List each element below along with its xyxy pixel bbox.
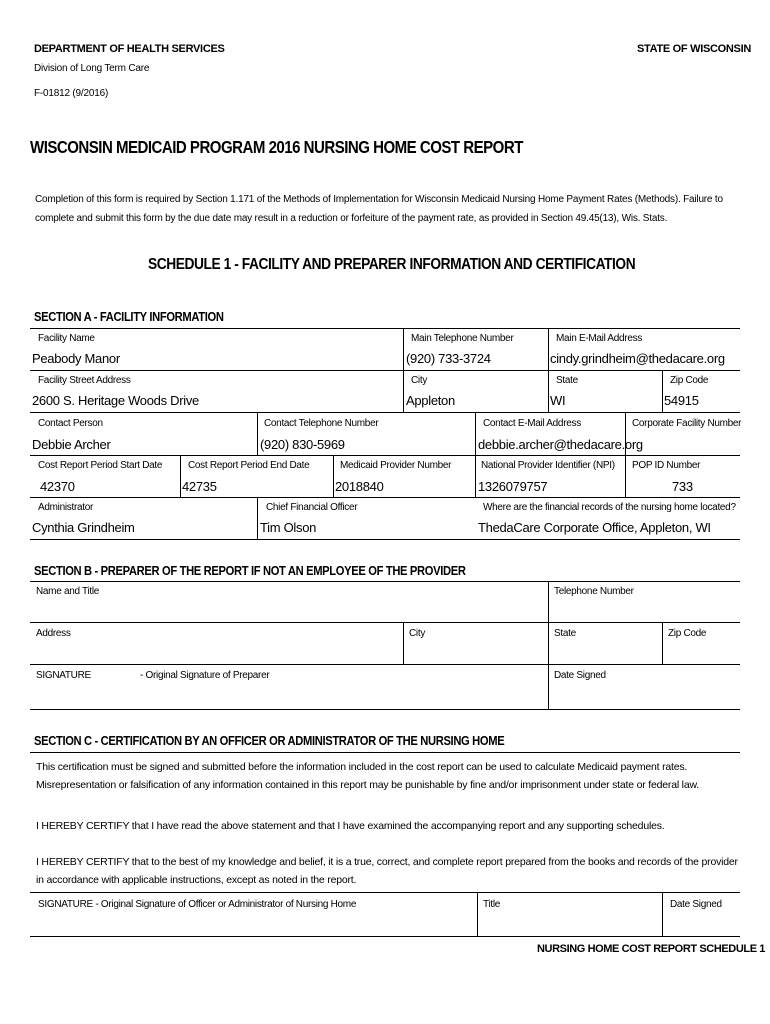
medicaid-provider-field[interactable]: 2018840	[335, 479, 384, 494]
preparer-signature-note: - Original Signature of Preparer	[140, 670, 270, 681]
contact-phone-field[interactable]: (920) 830-5969	[260, 437, 345, 452]
corporate-facility-label: Corporate Facility Number	[632, 418, 742, 429]
contact-person-field[interactable]: Debbie Archer	[32, 437, 111, 452]
street-field[interactable]: 2600 S. Heritage Woods Drive	[32, 393, 199, 408]
section-a-title: SECTION A - FACILITY INFORMATION	[34, 309, 224, 324]
section-c-title: SECTION C - CERTIFICATION BY AN OFFICER OR ADMINISTRATOR OF THE NURSING HOME	[34, 733, 505, 748]
preparer-zip-label: Zip Code	[668, 628, 707, 639]
department-name: DEPARTMENT OF HEALTH SERVICES	[34, 43, 225, 55]
section-c-rule	[30, 752, 740, 753]
contact-person-label: Contact Person	[38, 418, 103, 429]
main-phone-field[interactable]: (920) 733-3724	[406, 351, 491, 366]
officer-date-label: Date Signed	[670, 899, 722, 910]
contact-email-label: Contact E-Mail Address	[483, 418, 581, 429]
administrator-field[interactable]: Cynthia Grindheim	[32, 520, 135, 535]
preparer-address-label: Address	[36, 628, 71, 639]
main-email-field[interactable]: cindy.grindheim@thedacare.org	[550, 351, 725, 366]
officer-signature-label: SIGNATURE - Original Signature of Officer or Administrator of Nursing Home	[38, 899, 357, 910]
certify-read-statement: I HEREBY CERTIFY that I have read the above statement and that I have examined the accompanying report and any supporting schedules.	[36, 820, 665, 832]
medicaid-provider-label: Medicaid Provider Number	[340, 460, 452, 471]
records-location-label: Where are the financial records of the nursing home located?	[483, 502, 736, 513]
period-start-field[interactable]: 42370	[40, 479, 75, 494]
zip-field[interactable]: 54915	[664, 393, 699, 408]
street-label: Facility Street Address	[38, 375, 131, 386]
facility-name-label: Facility Name	[38, 333, 95, 344]
page-title: WISCONSIN MEDICAID PROGRAM 2016 NURSING HOME COST REPORT	[30, 137, 523, 157]
section-b-title: SECTION B - PREPARER OF THE REPORT IF NOT AN EMPLOYEE OF THE PROVIDER	[34, 563, 466, 578]
administrator-label: Administrator	[38, 502, 94, 513]
intro-text: Completion of this form is required by Section 1.171 of the Methods of Implementation for Wisconsin Medicaid Nursing Home Payment Rates (Methods). Failure to complete and submit this form by the due date may result in a reduction or forfeiture of the payment rate, as provided in Section 49.45(13), Wis. Stats.	[35, 194, 723, 224]
state-field[interactable]: WI	[550, 393, 566, 408]
cfo-field[interactable]: Tim Olson	[260, 520, 317, 535]
preparer-state-label: State	[554, 628, 576, 639]
records-location-field[interactable]: ThedaCare Corporate Office, Appleton, WI	[478, 520, 711, 535]
officer-title-label: Title	[483, 899, 501, 910]
preparer-phone-label: Telephone Number	[554, 586, 634, 597]
state-name: STATE OF WISCONSIN	[637, 43, 751, 55]
preparer-city-label: City	[409, 628, 426, 639]
pop-id-field[interactable]: 733	[672, 479, 693, 494]
period-start-label: Cost Report Period Start Date	[38, 460, 163, 471]
city-label: City	[411, 375, 428, 386]
contact-email-field[interactable]: debbie.archer@thedacare.org	[478, 437, 643, 452]
form-id: F-01812 (9/2016)	[34, 88, 109, 99]
period-end-label: Cost Report Period End Date	[188, 460, 310, 471]
period-end-field[interactable]: 42735	[182, 479, 217, 494]
pop-id-label: POP ID Number	[632, 460, 701, 471]
footer-label: NURSING HOME COST REPORT SCHEDULE 1	[537, 943, 766, 955]
cfo-label: Chief Financial Officer	[266, 502, 358, 513]
certification-statement: This certification must be signed and submitted before the information included in the cost report can be used to calculate Medicaid payment rates. Misrepresentation or falsification of any information contained in this report may be punishable by fine and/or imprisonment under state or federal law.	[36, 761, 699, 791]
main-email-label: Main E-Mail Address	[556, 333, 642, 344]
preparer-date-label: Date Signed	[554, 670, 606, 681]
npi-label: National Provider Identifier (NPI)	[481, 460, 615, 471]
preparer-signature-label: SIGNATURE	[36, 670, 91, 681]
schedule-title: SCHEDULE 1 - FACILITY AND PREPARER INFORMATION AND CERTIFICATION	[148, 256, 636, 273]
main-phone-label: Main Telephone Number	[411, 333, 514, 344]
city-field[interactable]: Appleton	[406, 393, 455, 408]
npi-field[interactable]: 1326079757	[478, 479, 548, 494]
contact-phone-label: Contact Telephone Number	[264, 418, 379, 429]
preparer-name-label: Name and Title	[36, 586, 100, 597]
facility-name-field[interactable]: Peabody Manor	[32, 351, 120, 366]
state-label: State	[556, 375, 578, 386]
certify-true-statement: I HEREBY CERTIFY that to the best of my knowledge and belief, it is a true, correct, and complete report prepared from the books and records of the provider in accordance with applicable instructions, except as noted in the report.	[36, 856, 738, 886]
zip-label: Zip Code	[670, 375, 709, 386]
division-name: Division of Long Term Care	[34, 63, 150, 74]
